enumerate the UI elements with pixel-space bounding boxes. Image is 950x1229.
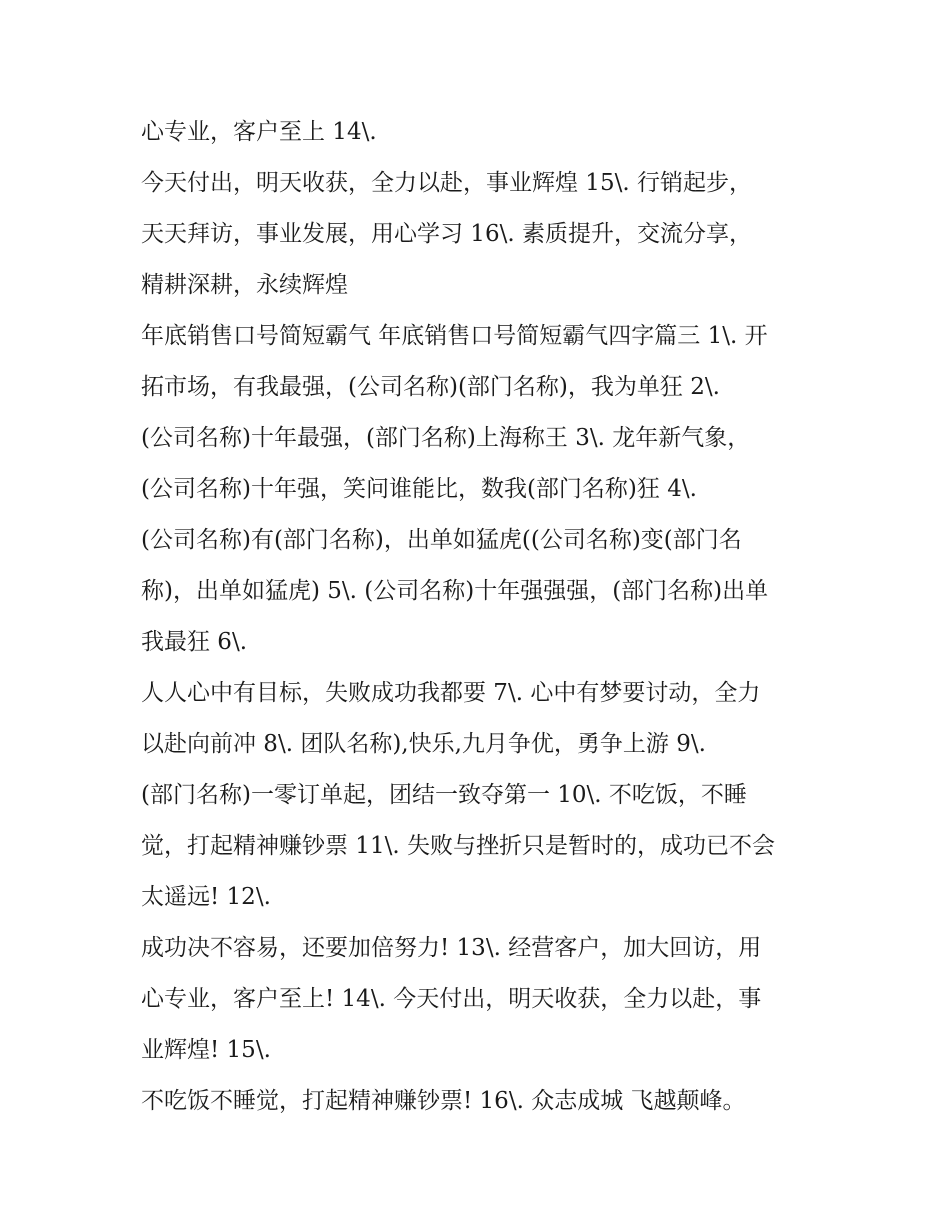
text-line: 觉，打起精神赚钞票 11\. 失败与挫折只是暂时的，成功已不会 [141,833,775,859]
text-line: 年底销售口号简短霸气 年底销售口号简短霸气四字篇三 1\. 开 [141,323,768,349]
text-line: 不吃饭不睡觉，打起精神赚钞票! 16\. 众志成城 飞越颠峰。 [141,1088,746,1114]
text-line: 太遥远! 12\. [141,884,271,910]
text-line: 业辉煌! 15\. [141,1037,271,1063]
text-line: 精耕深耕，永续辉煌 [141,272,348,298]
text-line: (公司名称)十年最强，(部门名称)上海称王 3\. 龙年新气象， [141,425,751,451]
text-line: 我最狂 6\. [141,629,248,655]
text-line: (公司名称)十年强，笑问谁能比，数我(部门名称)狂 4\. [141,476,697,502]
text-line: 以赴向前冲 8\. 团队名称),快乐,九月争优，勇争上游 9\. [141,731,706,757]
text-line: 称)，出单如猛虎) 5\. (公司名称)十年强强强，(部门名称)出单 [141,578,769,604]
text-line: 天天拜访，事业发展，用心学习 16\. 素质提升，交流分享， [141,221,752,247]
text-line: 成功决不容易，还要加倍努力! 13\. 经营客户，加大回访，用 [141,935,762,961]
document-body [141,107,821,1127]
text-line: (部门名称)一零订单起，团结一致夺第一 10\. 不吃饭，不睡 [141,782,747,808]
text-line: 拓市场，有我最强，(公司名称)(部门名称)，我为单狂 2\. [141,374,720,400]
text-line: 今天付出，明天收获，全力以赴，事业辉煌 15\. 行销起步， [141,170,752,196]
text-line: (公司名称)有(部门名称)，出单如猛虎((公司名称)变(部门名 [141,527,742,553]
text-line: 人人心中有目标，失败成功我都要 7\. 心中有梦要讨动，全力 [141,680,761,706]
text-line: 心专业，客户至上 14\. [141,119,377,145]
text-line: 心专业，客户至上! 14\. 今天付出，明天收获，全力以赴，事 [141,986,762,1012]
